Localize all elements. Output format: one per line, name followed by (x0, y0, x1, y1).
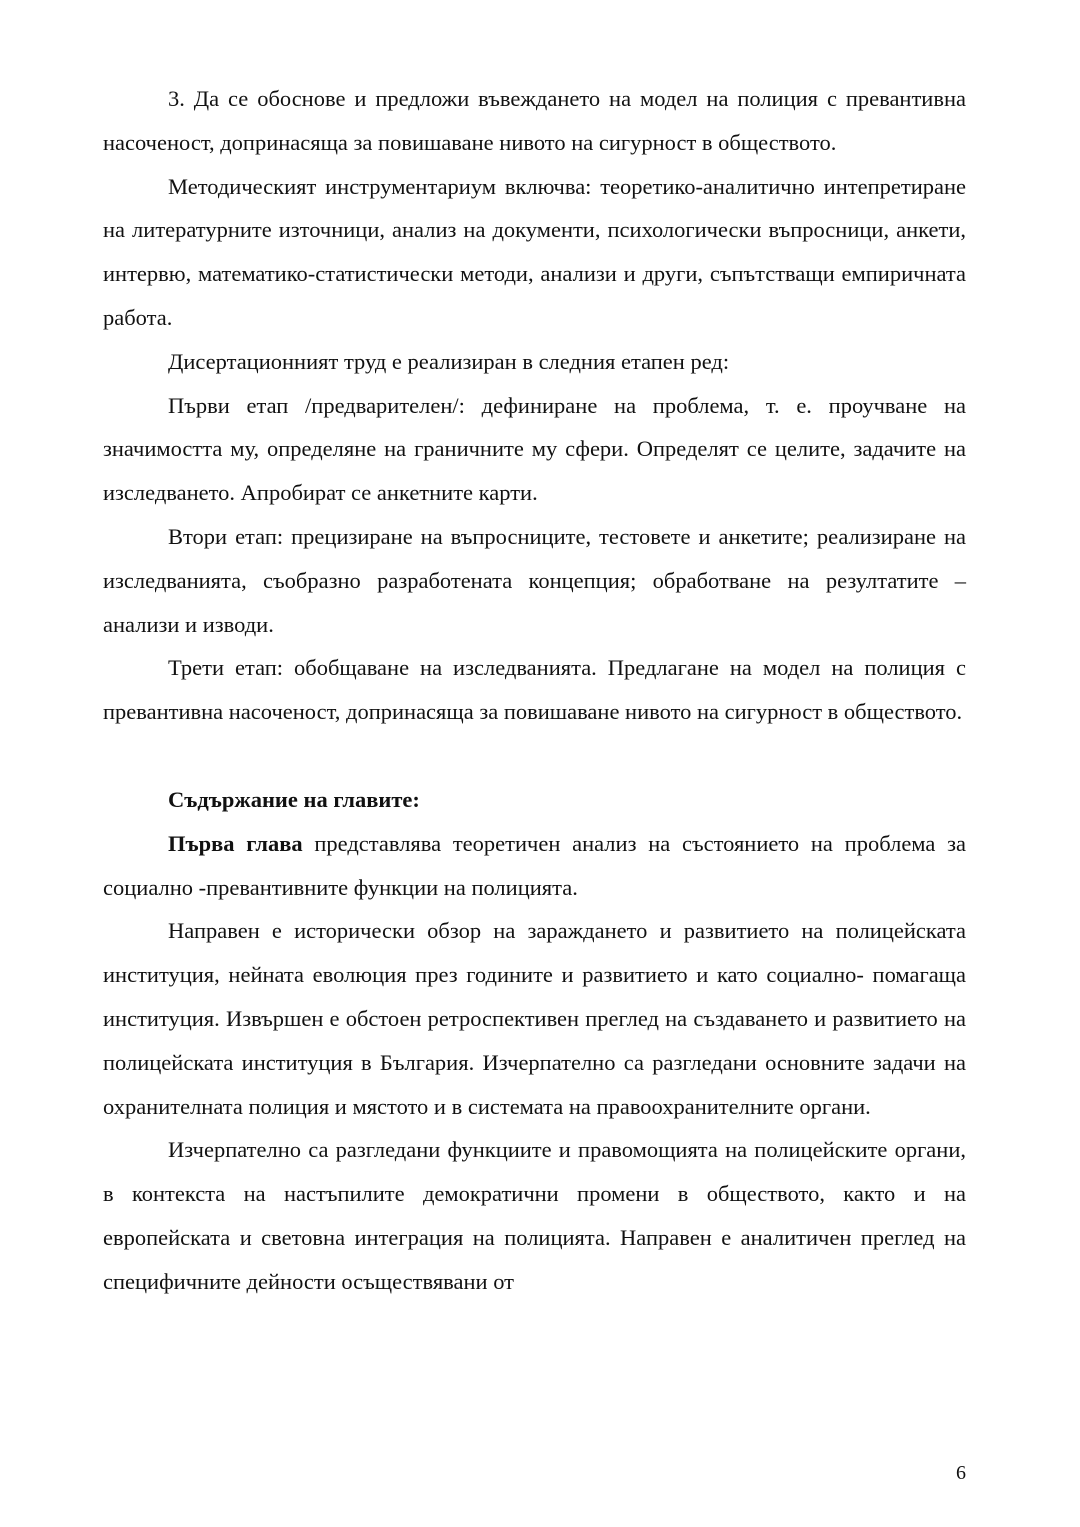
paragraph-historical-overview: Направен е исторически обзор на зараждането и развитието на полицейската институция, нейната еволюция през годините и развитието и като социално- помагаща институция. Извършен е обстоен ретроспективен преглед на създаването и развитието на полицейската институция в България. Изчерпателно са разгледани основните задачи на охранителната полиция и мястото и в системата на правоохранителните органи. (103, 918, 966, 1119)
paragraph-stage-three: Трети етап: обобщаване на изследванията. Предлагане на модел на полиция с превантивна насоченост, допринасяща за повишаване нивото на сигурност в обществото. (103, 655, 966, 725)
paragraph-objective-3: 3. Да се обоснове и предложи въвеждането на модел на полиция с превантивна насоченост, допринасяща за повишаване нивото на сигурност в обществото. (103, 86, 966, 155)
paragraph-functions: Изчерпателно са разгледани функциите и правомощията на полицейските органи, в контекста на настъпилите демократични промени в обществото, както и на европейската и световна интеграция на полицията. Направен е аналитичен преглед на специфичните дейности осъществявани от (103, 1137, 966, 1294)
paragraph-stage-one: Първи етап /предварителен/: дефиниране на проблема, т. е. проучване на значимостта му, определяне на граничните му сфери. Определят се целите, задачите на изследването. Апробират се анкетните карти. (103, 392, 966, 506)
page-number: 6 (956, 1462, 966, 1484)
document-page (103, 77, 966, 1304)
paragraph-stage-two: Втори етап: прецизиране на въпросниците, тестовете и анкетите; реализиране на изследванията, съобразно разработената концепция; обработване на резултатите – анализи и изводи. (103, 523, 966, 637)
chapter-one-text: представлява теоретичен анализ на състоянието на проблема за социално -превантивните функции на полицията. (103, 830, 966, 900)
chapter-one-label: Първа глава (168, 830, 303, 856)
paragraph-methodology: Методическият инструментариум включва: теоретико-аналитично интепретиране на литературните източници, анализ на документи, психологически въпросници, анкети, интервю, математико-статистически методи, анализи и други, съпътстващи емпиричната работа. (103, 173, 966, 330)
section-heading: Съдържание на главите: (168, 786, 420, 812)
section-spacer (103, 734, 966, 778)
paragraph-chapter-one (103, 822, 966, 910)
paragraph-stages-intro: Дисертационният труд е реализиран в следния етапен ред: (168, 348, 730, 374)
